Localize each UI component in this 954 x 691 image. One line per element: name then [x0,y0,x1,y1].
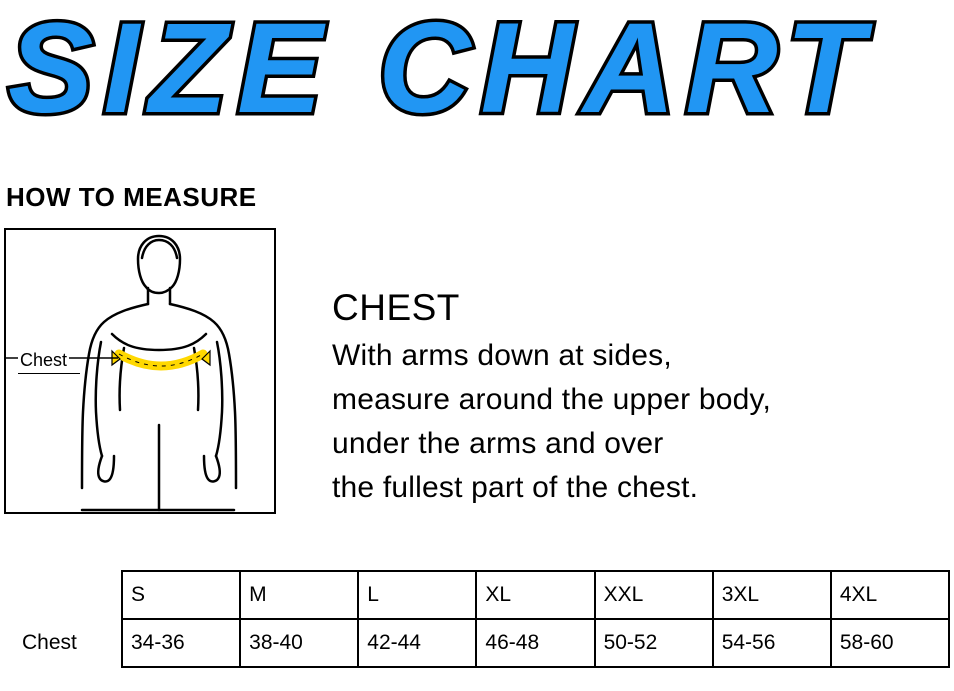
description-block [332,286,946,510]
chest-caption: Chest [20,350,68,370]
page-title [0,0,954,150]
table-cell-chest-s: 34-36 [122,619,240,667]
table-cell-chest-xl: 46-48 [476,619,594,667]
table-row-label-chest: Chest [4,619,122,667]
table-cell-chest-l: 42-44 [358,619,476,667]
description-line-4: the fullest part of the chest. [332,471,699,504]
table-header-xl: XL [476,571,594,619]
description-heading: CHEST [332,287,460,328]
table-header-4xl: 4XL [831,571,949,619]
table-cell-chest-xxl: 50-52 [595,619,713,667]
table-cell-chest-4xl: 58-60 [831,619,949,667]
table-row [4,619,949,667]
size-table [4,570,950,668]
table-header-xxl: XXL [595,571,713,619]
table-header-s: S [122,571,240,619]
description-line-2: measure around the upper body, [332,383,772,416]
chest-caption-underline [18,373,80,374]
table-header-row [4,571,949,619]
measure-figure-box [4,228,276,514]
table-header-m: M [240,571,358,619]
table-cell-chest-3xl: 54-56 [713,619,831,667]
description-line-1: With arms down at sides, [332,339,672,372]
table-corner-cell [4,571,122,619]
male-torso-figure-icon [6,230,274,512]
page-title-text: SIZE CHART [8,0,874,140]
size-chart-title-graphic [0,0,954,150]
table-header-l: L [358,571,476,619]
table-cell-chest-m: 38-40 [240,619,358,667]
how-to-measure-heading: HOW TO MEASURE [6,182,257,212]
table-header-3xl: 3XL [713,571,831,619]
description-text [332,334,946,510]
description-line-3: under the arms and over [332,427,664,460]
